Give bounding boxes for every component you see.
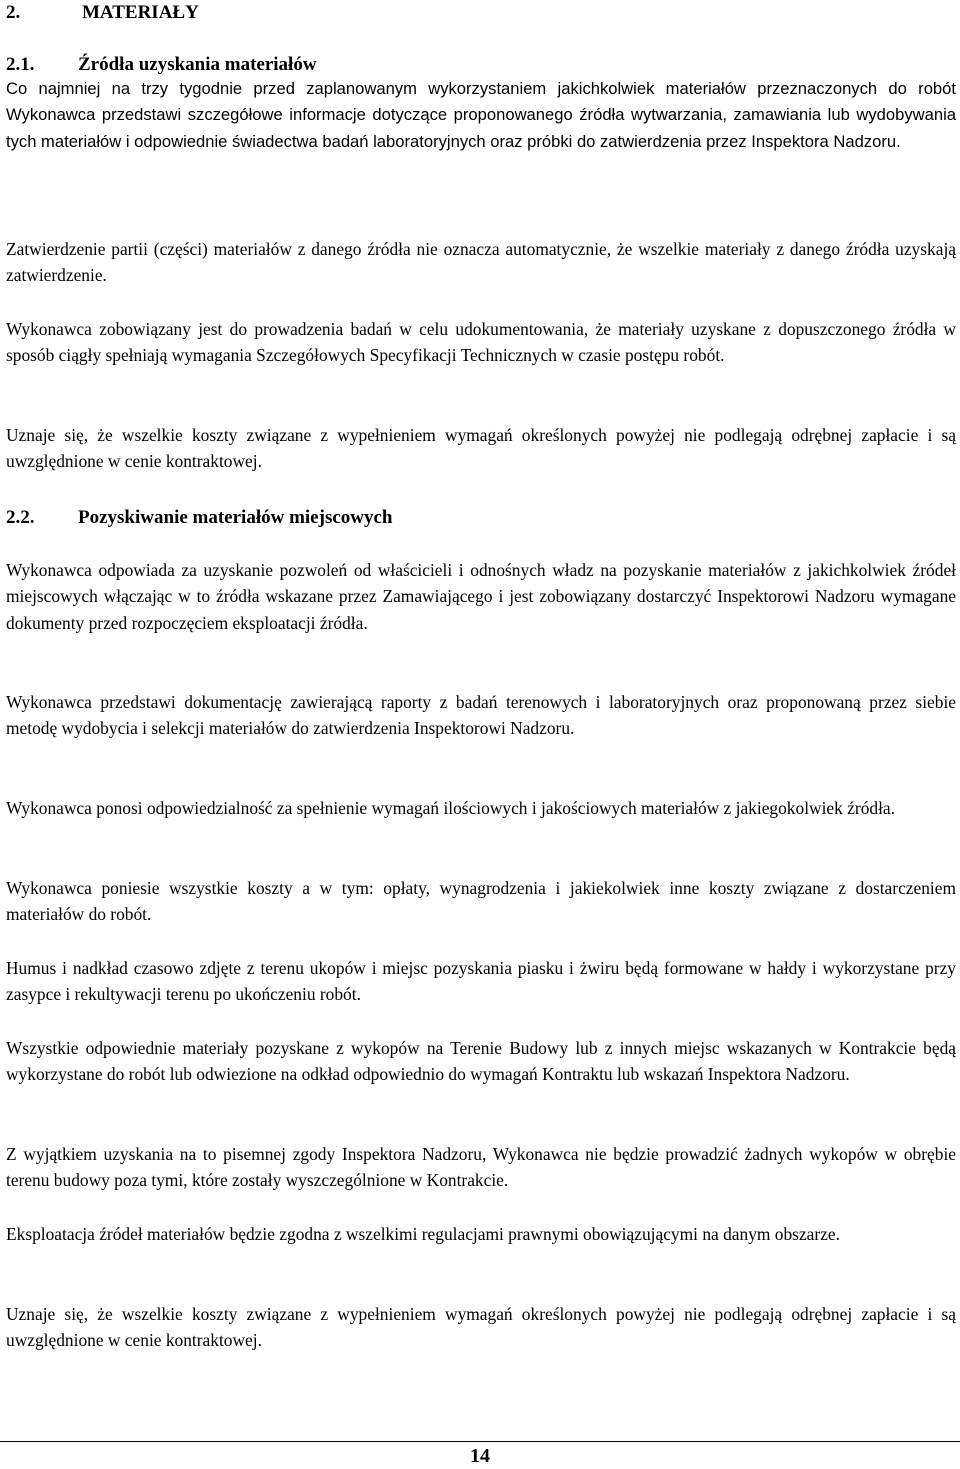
paragraph: Zatwierdzenie partii (części) materiałów z danego źródła nie oznacza automatycznie, że wszelkie materiały z danego źródła uzyskają zatwierdzenie. <box>6 239 956 286</box>
paragraph: Z wyjątkiem uzyskania na to pisemnej zgody Inspektora Nadzoru, Wykonawca nie będzie prowadzić żadnych wykopów w obrębie terenu budowy poza tymi, które zostały wyszczególnione w Kontrakcie. <box>6 1144 956 1191</box>
subsection-heading-2-2 <box>6 505 393 531</box>
section-number: 2. <box>6 2 21 23</box>
subsection-number: 2.1. <box>6 54 35 75</box>
subsection-title: Pozyskiwanie materiałów miejscowych <box>78 507 393 528</box>
paragraph: Wykonawca odpowiada za uzyskanie pozwoleń od właścicieli i odnośnych władz na pozyskanie materiałów z jakichkolwiek źródeł miejscowych włączając w to źródła wskazane przez Zamawiającego i jest zobowiązany dostarczyć Inspektorowi Nadzoru wymagane dokumenty przed rozpoczęciem eksploatacji źródła. <box>6 560 956 633</box>
paragraph: Eksploatacja źródeł materiałów będzie zgodna z wszelkimi regulacjami prawnymi obowiązującymi na danym obszarze. <box>6 1224 840 1244</box>
paragraph: Uznaje się, że wszelkie koszty związane z wypełnieniem wymagań określonych powyżej nie podlegają odrębnej zapłacie i są uwzględnione w cenie kontraktowej. <box>6 1304 956 1351</box>
paragraph: Wykonawca przedstawi dokumentację zawierającą raporty z badań terenowych i laboratoryjnych oraz proponowaną przez siebie metodę wydobycia i selekcji materiałów do zatwierdzenia Inspektorowi Nadzoru. <box>6 692 956 739</box>
page-number: 14 <box>470 1445 490 1467</box>
footer-divider <box>0 1441 960 1442</box>
paragraph: Uznaje się, że wszelkie koszty związane z wypełnieniem wymagań określonych powyżej nie podlegają odrębnej zapłacie i są uwzględnione w cenie kontraktowej. <box>6 425 956 472</box>
subsection-title: Źródła uzyskania materiałów <box>78 54 317 75</box>
paragraph: Wykonawca poniesie wszystkie koszty a w tym: opłaty, wynagrodzenia i jakiekolwiek inne koszty związane z dostarczeniem materiałów do robót. <box>6 878 956 925</box>
subsection-heading-2-1 <box>6 52 317 78</box>
section-heading <box>6 0 199 26</box>
paragraph: Wszystkie odpowiednie materiały pozyskane z wykopów na Terenie Budowy lub z innych miejsc wskazanych w Kontrakcie będą wykorzystane do robót lub odwiezione na odkład odpowiednio do wymagań Kontraktu lub wskazań Inspektora Nadzoru. <box>6 1038 956 1085</box>
paragraph: Wykonawca zobowiązany jest do prowadzenia badań w celu udokumentowania, że materiały uzyskane z dopuszczonego źródła w sposób ciągły spełniają wymagania Szczegółowych Specyfikacji Technicznych w czasie postępu robót. <box>6 319 956 366</box>
paragraph: Humus i nadkład czasowo zdjęte z terenu ukopów i miejsc pozyskania piasku i żwiru będą formowane w hałdy i wykorzystane przy zasypce i rekultywacji terenu po ukończeniu robót. <box>6 958 956 1005</box>
section-title: MATERIAŁY <box>82 2 199 23</box>
paragraph: Co najmniej na trzy tygodnie przed zaplanowanym wykorzystaniem jakichkolwiek materiałów przeznaczonych do robót Wykonawca przedstawi szczegółowe informacje dotyczące proponowanego źródła wytwarzania, zamawiania lub wydobywania tych materiałów i odpowiednie świadectwa badań laboratoryjnych oraz próbki do zatwierdzenia przez Inspektora Nadzoru. <box>6 79 956 151</box>
paragraph: Wykonawca ponosi odpowiedzialność za spełnienie wymagań ilościowych i jakościowych materiałów z jakiegokolwiek źródła. <box>6 798 895 818</box>
subsection-number: 2.2. <box>6 507 35 528</box>
